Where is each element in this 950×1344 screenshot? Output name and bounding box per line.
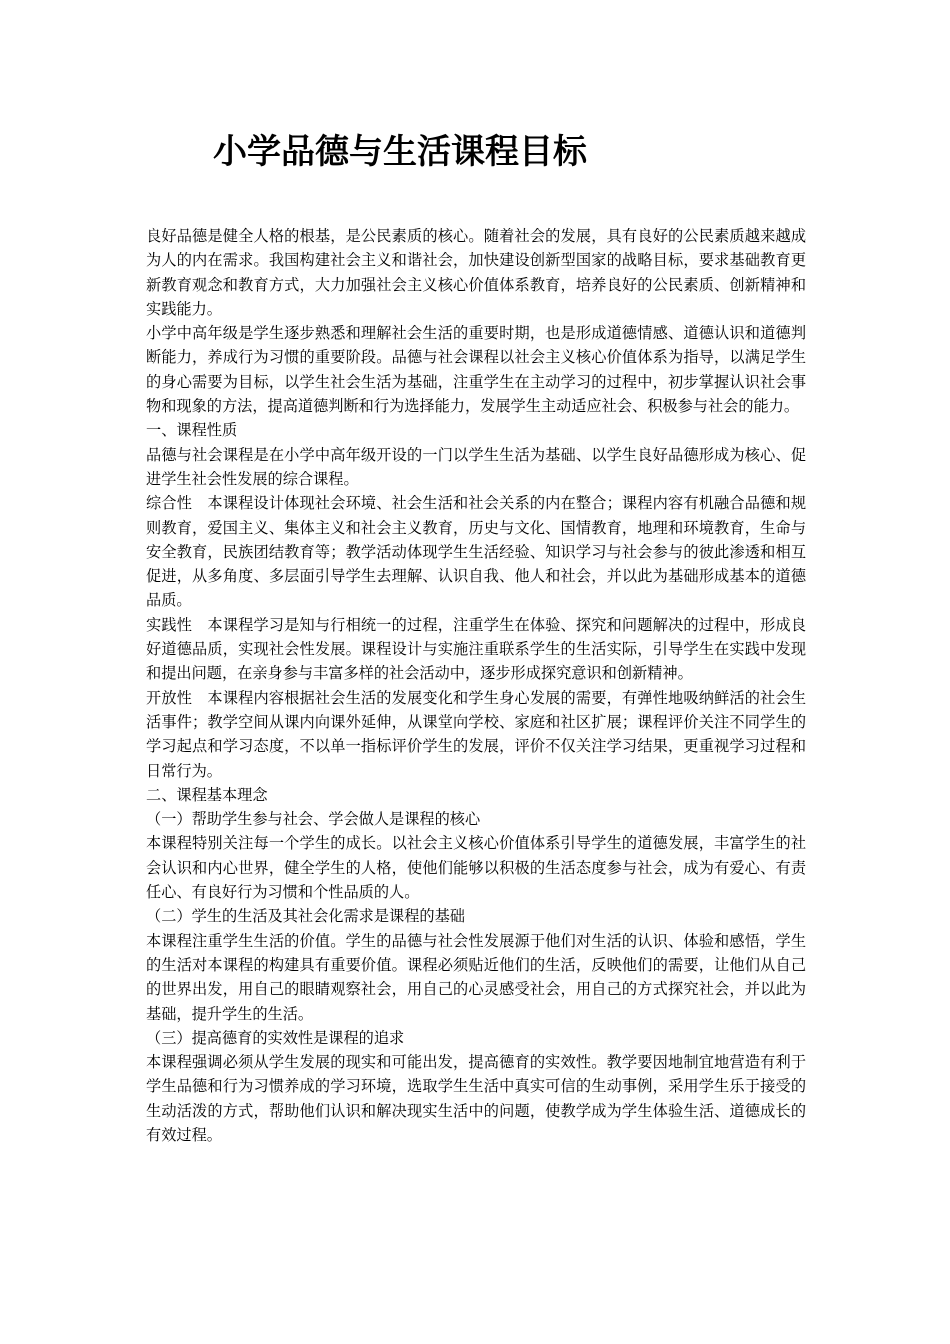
- section-heading-basic-concepts: 二、课程基本理念: [146, 785, 268, 804]
- document-body: [146, 224, 806, 1147]
- concept-3-paragraph: 本课程强调必须从学生发展的现实和可能出发，提高德育的实效性。教学要因地制宜地营造有利于学生品德和行为习惯养成的学习环境，选取学生生活中真实可信的生动事例，采用学生乐于接受的生动活泼的方式，帮助他们认识和解决现实生活中的问题，使教学成为学生体验生活、道德成长的有效过程。: [146, 1053, 806, 1144]
- subheading-concept-1: （一）帮助学生参与社会、学会做人是课程的核心: [146, 810, 481, 829]
- section-heading-course-nature: 一、课程性质: [146, 421, 238, 440]
- intro-paragraph-1: 良好品德是健全人格的根基，是公民素质的核心。随着社会的发展，具有良好的公民素质越来越成为人的内在需求。我国构建社会主义和谐社会，加快建设创新型国家的战略目标，要求基础教育更新教育观念和教育方式，大力加强社会主义核心价值体系教育，培养良好的公民素质、创新精神和实践能力。: [146, 227, 806, 318]
- subheading-concept-2: （二）学生的生活及其社会化需求是课程的基础: [146, 907, 465, 926]
- openness-paragraph: 开放性 本课程内容根据社会生活的发展变化和学生身心发展的需要，有弹性地吸纳鲜活的社会生活事件；教学空间从课内向课外延伸，从课堂向学校、家庭和社区扩展；课程评价关注不同学生的学习起点和学习态度，不以单一指标评价学生的发展，评价不仅关注学习结果，更重视学习过程和日常行为。: [146, 688, 806, 780]
- concept-1-paragraph: 本课程特别关注每一个学生的成长。以社会主义核心价值体系引导学生的道德发展，丰富学生的社会认识和内心世界，健全学生的人格，使他们能够以积极的生活态度参与社会，成为有爱心、有责任心、有良好行为习惯和个性品质的人。: [146, 834, 806, 902]
- comprehensiveness-paragraph: 综合性 本课程设计体现社会环境、社会生活和社会关系的内在整合；课程内容有机融合品德和规则教育，爱国主义、集体主义和社会主义教育，历史与文化、国情教育，地理和环境教育，生命与安全教育，民族团结教育等；教学活动体现学生生活经验、知识学习与社会参与的彼此渗透和相互促进，从多角度、多层面引导学生去理解、认识自我、他人和社会，并以此为基础形成基本的道德品质。: [146, 494, 806, 610]
- page-title: 小学品德与生活课程目标: [213, 132, 587, 172]
- subheading-concept-3: （三）提高德育的实效性是课程的追求: [146, 1028, 405, 1047]
- concept-2-paragraph: 本课程注重学生生活的价值。学生的品德与社会性发展源于他们对生活的认识、体验和感悟，学生的生活对本课程的构建具有重要价值。课程必须贴近他们的生活，反映他们的需要，让他们从自己的世界出发，用自己的眼睛观察社会，用自己的心灵感受社会，用自己的方式探究社会，并以此为基础，提升学生的生活。: [146, 931, 806, 1023]
- course-nature-paragraph: 品德与社会课程是在小学中高年级开设的一门以学生生活为基础、以学生良好品德形成为核心、促进学生社会性发展的综合课程。: [146, 445, 806, 488]
- practicality-paragraph: 实践性 本课程学习是知与行相统一的过程，注重学生在体验、探究和问题解决的过程中，形成良好道德品质，实现社会性发展。课程设计与实施注重联系学生的生活实际，引导学生在实践中发现和提出问题，在亲身参与丰富多样的社会活动中，逐步形成探究意识和创新精神。: [146, 615, 806, 683]
- intro-paragraph-2: 小学中高年级是学生逐步熟悉和理解社会生活的重要时期，也是形成道德情感、道德认识和道德判断能力，养成行为习惯的重要阶段。品德与社会课程以社会主义核心价值体系为指导，以满足学生的身心需要为目标，以学生社会生活为基础，注重学生在主动学习的过程中，初步掌握认识社会事物和现象的方法，提高道德判断和行为选择能力，发展学生主动适应社会、积极参与社会的能力。: [146, 324, 806, 416]
